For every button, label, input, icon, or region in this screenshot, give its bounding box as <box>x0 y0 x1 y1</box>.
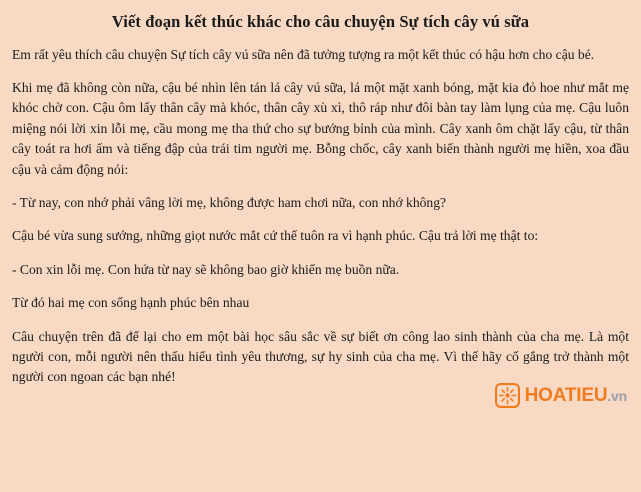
watermark-brand: HOATIEU <box>524 385 608 406</box>
paragraph: - Từ nay, con nhớ phải vâng lời mẹ, không được ham chơi nữa, con nhớ không? <box>12 194 447 210</box>
paragraph: Câu chuyện trên đã để lại cho em một bài học sâu sắc về sự biết ơn công lao sinh thành của cha mẹ. Là một người con, mỗi người nên thấu hiểu tình yêu thương, sự hy sinh của cha mẹ. Vì thế hãy cố gắng trở thành một người con ngoan các bạn nhé! <box>12 328 629 385</box>
paragraph: Cậu bé vừa sung sướng, những giọt nước mắt cứ thế tuôn ra vì hạnh phúc. Cậu trả lời mẹ thật to: <box>12 228 539 244</box>
watermark-text <box>525 386 627 405</box>
page-title: Viết đoạn kết thúc khác cho câu chuyện Sự tích cây vú sữa <box>111 12 530 31</box>
paragraph: - Con xin lỗi mẹ. Con hứa từ nay sẽ không bao giờ khiến mẹ buồn nữa. <box>12 261 400 277</box>
paragraph: Em rất yêu thích câu chuyện Sự tích cây vú sữa nên đã tưởng tượng ra một kết thúc có hậu hơn cho cậu bé. <box>12 46 595 62</box>
paragraph: Khi mẹ đã không còn nữa, cậu bé nhìn lên tán lá cây vú sữa, lá một mặt xanh bóng, mặt kia đỏ hoe như mắt mẹ khóc chờ con. Cậu ôm lấy thân cây mà khóc, thân cây xù xì, thô ráp như đôi bàn tay làm lụng của mẹ. Cậu luôn miệng nói lời xin lỗi mẹ, cầu mong mẹ tha thứ cho sự bướng bỉnh của mình. Cây xanh ôm chặt lấy cậu, từ thân cây toát ra hơi ấm và tiếng đập của trái tim người mẹ. Bỗng chốc, cây xanh biến thành người mẹ hiền, xoa đầu cậu và cảm động nói: <box>12 80 629 177</box>
watermark-suffix: .vn <box>607 388 627 404</box>
paragraph: Từ đó hai mẹ con sống hạnh phúc bên nhau <box>12 295 250 311</box>
